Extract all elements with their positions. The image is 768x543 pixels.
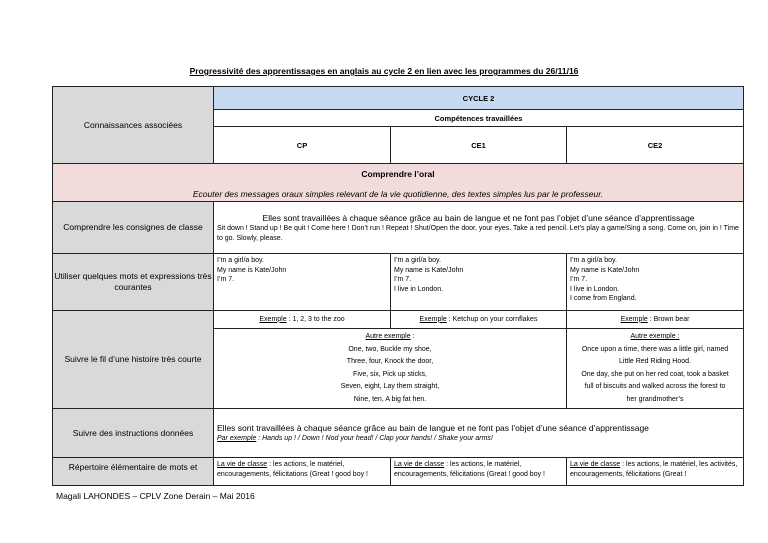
mots-ce1-line: I’m a girl/a boy. [394, 257, 441, 264]
vie-classe-label: La vie de classe [217, 461, 268, 468]
exemple-label: Exemple [419, 315, 447, 323]
mots-ce2-line: I live in London. [570, 285, 620, 293]
rhyme-line: Nine, ten, A big fat hen. [353, 395, 427, 403]
mots-ce2 [567, 254, 744, 311]
histoire-autre-ce2: Autre exemple : Once upon a time, there was a little girl, named Little Red Riding Hood. One day, she put on her red coat, took a basket full of biscuits and walked across the forest to her grandmother’s [567, 329, 744, 409]
row-label-repertoire: Répertoire élémentaire de mots et [53, 458, 214, 486]
cp-header: CP [214, 127, 391, 164]
mots-cp-line: My name is Kate/John [217, 266, 287, 274]
story-line: full of biscuits and walked across the forest to [584, 383, 726, 390]
ce2-header: CE2 [567, 127, 744, 164]
story-line: One day, she put on her red coat, took a basket [581, 370, 729, 378]
exemple-label: Exemple [620, 315, 648, 323]
row-label-mots: Utiliser quelques mots et expressions très courantes [53, 254, 214, 311]
histoire-cp-example [214, 311, 391, 329]
story-line: her grandmother’s [626, 395, 684, 403]
repertoire-text: : les actions, le matériel, encouragements, félicitations (Great ! good boy ! [394, 461, 545, 478]
rhyme-line: Seven, eight, Lay them straight, [340, 383, 440, 390]
histoire-ce1-example [391, 311, 567, 329]
repertoire-cp [214, 458, 391, 486]
mots-cp [214, 254, 391, 311]
competences-header: Compétences travaillées [214, 110, 744, 127]
story-line: Little Red Riding Hood. [619, 358, 691, 365]
section-title: Comprendre l’oral [361, 168, 435, 179]
mots-cp-line: I’m 7. [217, 276, 235, 284]
mots-ce2-line: I’m 7. [570, 276, 588, 284]
mots-ce1-line: I’m 7. [394, 276, 412, 284]
instructions-cell [214, 409, 744, 458]
section-comprendre-oral [53, 164, 744, 202]
example-text: : 1, 2, 3 to the zoo [286, 315, 345, 323]
autre-exemple-label: Autre exemple [630, 333, 676, 340]
instructions-detail: : Hands up ! / Down ! Nod your head! / Clap your hands! / Shake your arms! [256, 435, 493, 443]
consignes-main: Elles sont travaillées à chaque séance grâce au bain de langue et ne font pas l’objet d’une séance d’apprentissage [262, 212, 695, 223]
histoire-ce2-example [567, 311, 744, 329]
progression-table [52, 86, 744, 486]
connaissances-header: Connaissances associées [53, 87, 214, 164]
repertoire-ce2 [567, 458, 744, 486]
mots-ce2-line: My name is Kate/John [570, 266, 640, 274]
mots-ce1-line: My name is Kate/John [394, 266, 464, 274]
mots-ce1-line: I live in London. [394, 285, 444, 293]
row-label-consignes: Comprendre les consignes de classe [53, 202, 214, 254]
example-text: : Brown bear [647, 315, 690, 323]
mots-cp-line: I’m a girl/a boy. [217, 257, 264, 264]
repertoire-ce1 [391, 458, 567, 486]
footer: Magali LAHONDES – CPLV Zone Derain – Mai 2016 [56, 491, 255, 501]
autre-exemple-label: Autre exemple [365, 333, 411, 340]
rhyme-line: Three, four, Knock the door, [346, 358, 434, 365]
example-text: : Ketchup on your cornflakes [446, 315, 538, 323]
mots-ce2-line: I come from England. [570, 295, 637, 303]
vie-classe-label: La vie de classe [570, 461, 621, 468]
vie-classe-label: La vie de classe [394, 461, 445, 468]
cycle-header: CYCLE 2 [214, 87, 744, 110]
repertoire-text: : les actions, le matériel, encouragements, félicitations (Great ! good boy ! [217, 461, 368, 478]
ce1-header: CE1 [391, 127, 567, 164]
rhyme-line: One, two, Buckle my shoe, [348, 345, 432, 353]
consignes-cell [214, 202, 744, 254]
page-title: Progressivité des apprentissages en anglais au cycle 2 en lien avec les programmes du 26/11/16 [189, 66, 579, 76]
row-label-histoire: Suivre le fil d’une histoire très courte [53, 311, 214, 409]
consignes-detail: Sit down ! Stand up ! Be quit ! Come here ! Don’t run ! Repeat ! Shut/Open the door, your eyes. Take a red pencil. Let’s play a game/Sing a song. Come on, join in ! Time to go. Slowly, please. [217, 224, 739, 242]
histoire-autre-cp-ce1: Autre exemple : One, two, Buckle my shoe, Three, four, Knock the door, Five, six, Pick up sticks, Seven, eight, Lay them straight, Nine, ten, A big fat hen. [214, 329, 567, 409]
instructions-main: Elles sont travaillées à chaque séance grâce au bain de langue et ne font pas l’objet d’une séance d’apprentissage [217, 423, 649, 434]
story-line: Once upon a time, there was a little girl, named [581, 345, 729, 353]
row-label-instructions: Suivre des instructions données [53, 409, 214, 458]
repertoire-text: : les actions, le matériel, les activités, encouragements, félicitations (Great ! [570, 461, 738, 478]
exemple-label: Exemple [259, 315, 287, 323]
mots-ce1 [391, 254, 567, 311]
rhyme-line: Five, six, Pick up sticks, [353, 370, 427, 378]
par-exemple-label: Par exemple [217, 435, 257, 443]
section-subtitle: Ecouter des messages oraux simples relevant de la vie quotidienne, des textes simples lus par le professeur. [192, 188, 604, 199]
mots-ce2-line: I’m a girl/a boy. [570, 257, 617, 264]
